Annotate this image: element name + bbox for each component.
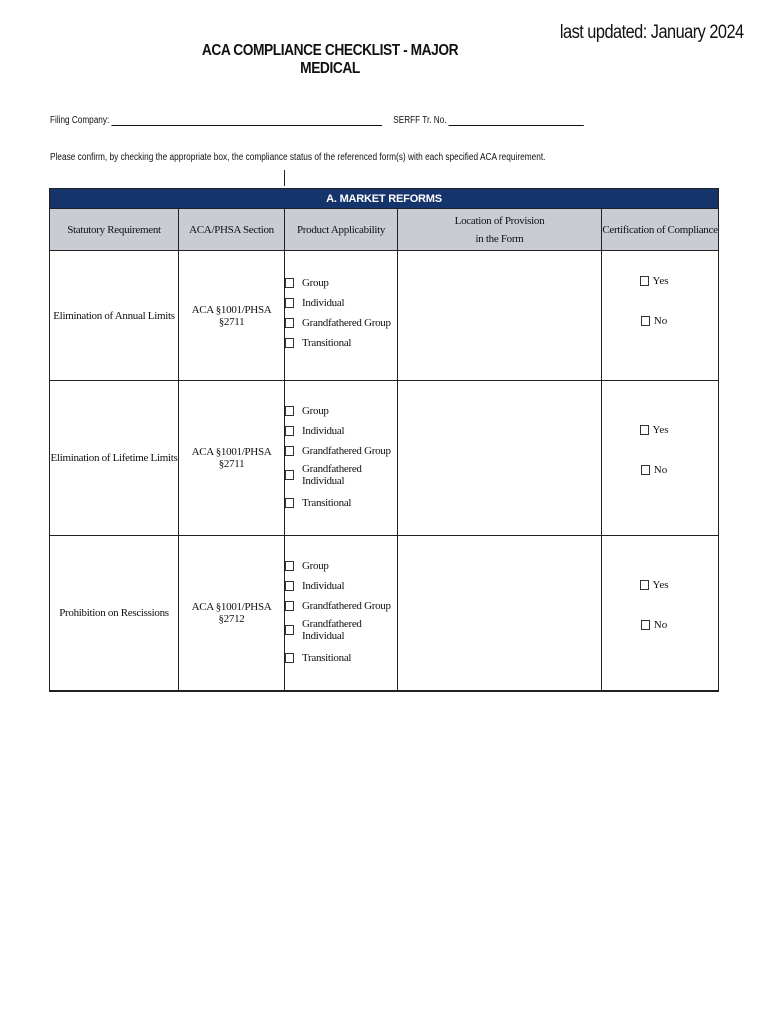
certification-cell [602, 381, 719, 536]
option-grandfathered-group[interactable]: Grandfathered Group [285, 441, 397, 461]
applicability-cell [285, 251, 398, 381]
option-group[interactable]: Group [285, 401, 397, 421]
instruction-text: Please confirm, by checking the appropriate box, the compliance status of the referenced form(s) with each specified ACA requirement. [50, 152, 546, 163]
serff-number-field[interactable] [449, 115, 584, 126]
applicability-cell [285, 381, 398, 536]
option-yes[interactable]: Yes [590, 271, 718, 291]
checkbox[interactable] [285, 601, 294, 611]
option-no[interactable]: No [590, 615, 718, 635]
checkbox[interactable] [285, 338, 294, 348]
checkbox[interactable] [285, 446, 294, 456]
option-individual[interactable]: Individual [285, 576, 397, 596]
option-grandfathered-individual[interactable]: Grandfathered Individual [285, 461, 397, 489]
compliance-table [49, 188, 719, 692]
option-group[interactable]: Group [285, 273, 397, 293]
option-grandfathered-group[interactable]: Grandfathered Group [285, 313, 397, 333]
filing-info-line [50, 115, 584, 126]
checkbox[interactable] [640, 276, 649, 286]
checkbox[interactable] [285, 653, 294, 663]
filing-company-label: Filing Company: [50, 115, 110, 126]
requirement-cell: Prohibition on Rescissions [50, 536, 179, 692]
location-cell[interactable] [398, 536, 602, 692]
checkbox[interactable] [285, 498, 294, 508]
filing-company-field[interactable] [112, 115, 383, 126]
location-cell[interactable] [398, 381, 602, 536]
checkbox[interactable] [285, 298, 294, 308]
option-no[interactable]: No [590, 311, 718, 331]
last-updated-date: last updated: January 2024 [560, 22, 744, 43]
checkbox[interactable] [285, 625, 294, 635]
checkbox[interactable] [640, 580, 649, 590]
checkbox[interactable] [285, 318, 294, 328]
option-individual[interactable]: Individual [285, 421, 397, 441]
option-transitional[interactable]: Transitional [285, 644, 397, 672]
option-yes[interactable]: Yes [590, 575, 718, 595]
table-row [50, 381, 719, 536]
option-individual[interactable]: Individual [285, 293, 397, 313]
option-grandfathered-group[interactable]: Grandfathered Group [285, 596, 397, 616]
checkbox[interactable] [285, 278, 294, 288]
option-transitional[interactable]: Transitional [285, 489, 397, 517]
location-cell[interactable] [398, 251, 602, 381]
checkbox[interactable] [285, 406, 294, 416]
section-cell: ACA §1001/PHSA §2711 [179, 381, 285, 536]
checkbox[interactable] [285, 470, 294, 480]
option-group[interactable]: Group [285, 556, 397, 576]
col-header-certification: Certification of Compliance [602, 209, 719, 251]
option-no[interactable]: No [590, 460, 718, 480]
checkbox[interactable] [641, 465, 650, 475]
checkbox[interactable] [641, 620, 650, 630]
applicability-cell [285, 536, 398, 692]
col-header-applicability: Product Applicability [285, 209, 398, 251]
certification-cell [602, 536, 719, 692]
requirement-cell: Elimination of Lifetime Limits [50, 381, 179, 536]
col-header-statutory: Statutory Requirement [50, 209, 179, 251]
certification-cell [602, 251, 719, 381]
col-header-location [398, 209, 602, 251]
option-grandfathered-individual[interactable]: Grandfathered Individual [285, 616, 397, 644]
table-row [50, 536, 719, 692]
requirement-cell: Elimination of Annual Limits [50, 251, 179, 381]
section-cell: ACA §1001/PHSA §2712 [179, 536, 285, 692]
page-title: ACA COMPLIANCE CHECKLIST - MAJOR MEDICAL [201, 42, 459, 77]
option-transitional[interactable]: Transitional [285, 333, 397, 353]
option-yes[interactable]: Yes [590, 420, 718, 440]
col-header-section: ACA/PHSA Section [179, 209, 285, 251]
text-cursor [284, 170, 285, 186]
checkbox[interactable] [285, 561, 294, 571]
checkbox[interactable] [641, 316, 650, 326]
checkbox[interactable] [285, 426, 294, 436]
table-row [50, 251, 719, 381]
col-header-location-line1: Location of Provision [454, 215, 545, 227]
col-header-location-line2: in the Form [475, 233, 524, 245]
section-title-market-reforms: A. MARKET REFORMS [50, 189, 719, 209]
serff-label: SERFF Tr. No. [393, 115, 447, 126]
checkbox[interactable] [640, 425, 649, 435]
section-cell: ACA §1001/PHSA §2711 [179, 251, 285, 381]
checkbox[interactable] [285, 581, 294, 591]
